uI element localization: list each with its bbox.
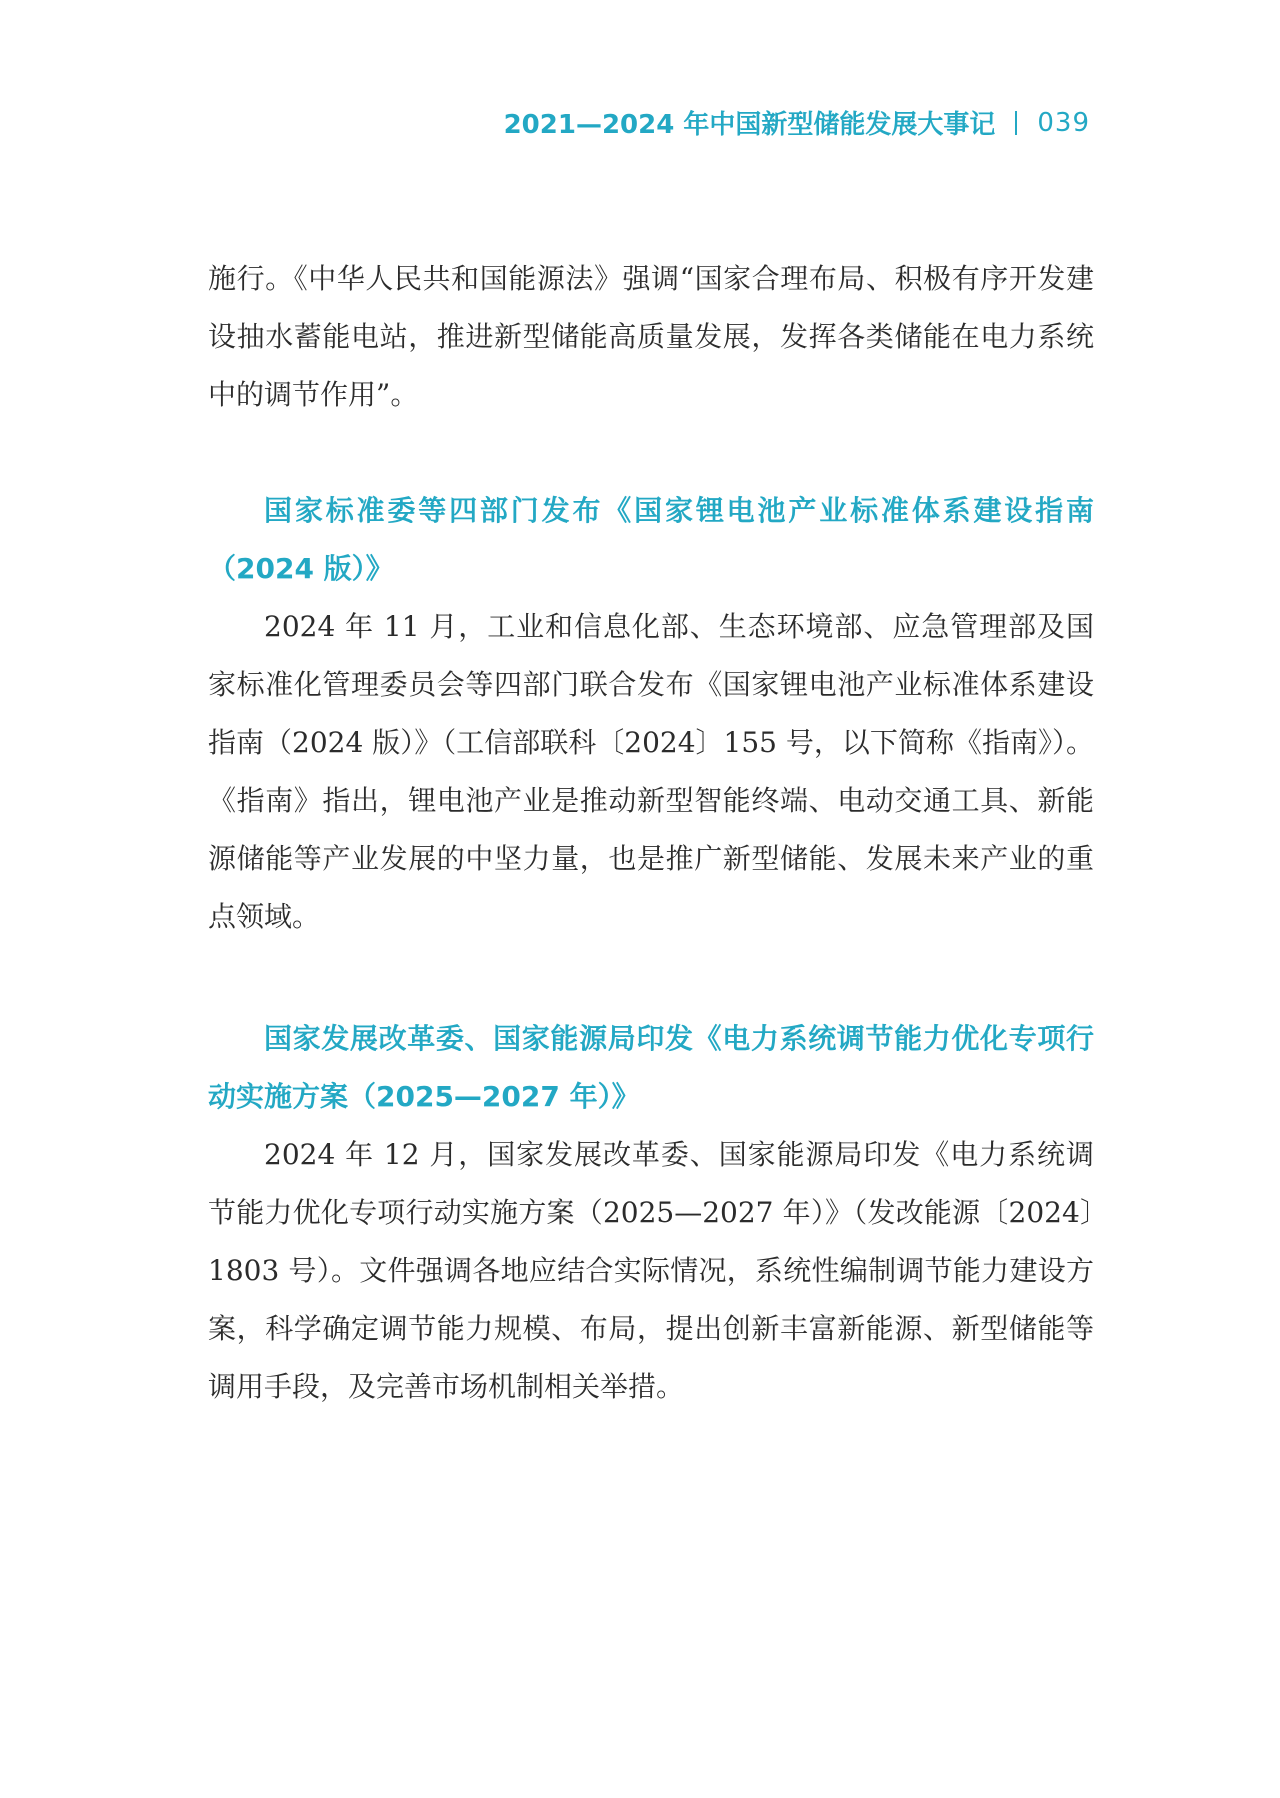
intro-paragraph: 施行。《中华人民共和国能源法》强调“国家合理布局、积极有序开发建设抽水蓄能电站，推进新型储能高质量发展，发挥各类储能在电力系统中的调节作用”。: [208, 262, 1094, 411]
page-number: 039: [1037, 107, 1090, 138]
section-heading-lithium-standards: 国家标准委等四部门发布《国家锂电池产业标准体系建设指南（2024 版）》: [208, 494, 1094, 585]
section-body-power-regulation: 2024 年 12 月，国家发展改革委、国家能源局印发《电力系统调节能力优化专项行动实施方案（2025—2027 年）》（发改能源〔2024〕1803 号）。文件强调各地应结合实际情况，系统性编制调节能力建设方案，科学确定调节能力规模、布局，提出创新丰富新能源、新型储能等调用手段，及完善市场机制相关举措。: [208, 1138, 1094, 1403]
header-separator: [1015, 111, 1017, 135]
section-body-lithium-standards: 2024 年 11 月，工业和信息化部、生态环境部、应急管理部及国家标准化管理委员会等四部门联合发布《国家锂电池产业标准体系建设指南（2024 版）》（工信部联科〔2024〕155 号，以下简称《指南》）。《指南》指出，锂电池产业是推动新型智能终端、电动交通工具、新能源储能等产业发展的中坚力量，也是推广新型储能、发展未来产业的重点领域。: [208, 610, 1094, 933]
header-title: 2021—2024 年中国新型储能发展大事记: [503, 110, 996, 140]
section-heading-power-regulation: 国家发展改革委、国家能源局印发《电力系统调节能力优化专项行动实施方案（2025—2027 年）》: [208, 1022, 1094, 1113]
running-header: [504, 104, 1090, 141]
page-body: [208, 250, 1094, 1416]
